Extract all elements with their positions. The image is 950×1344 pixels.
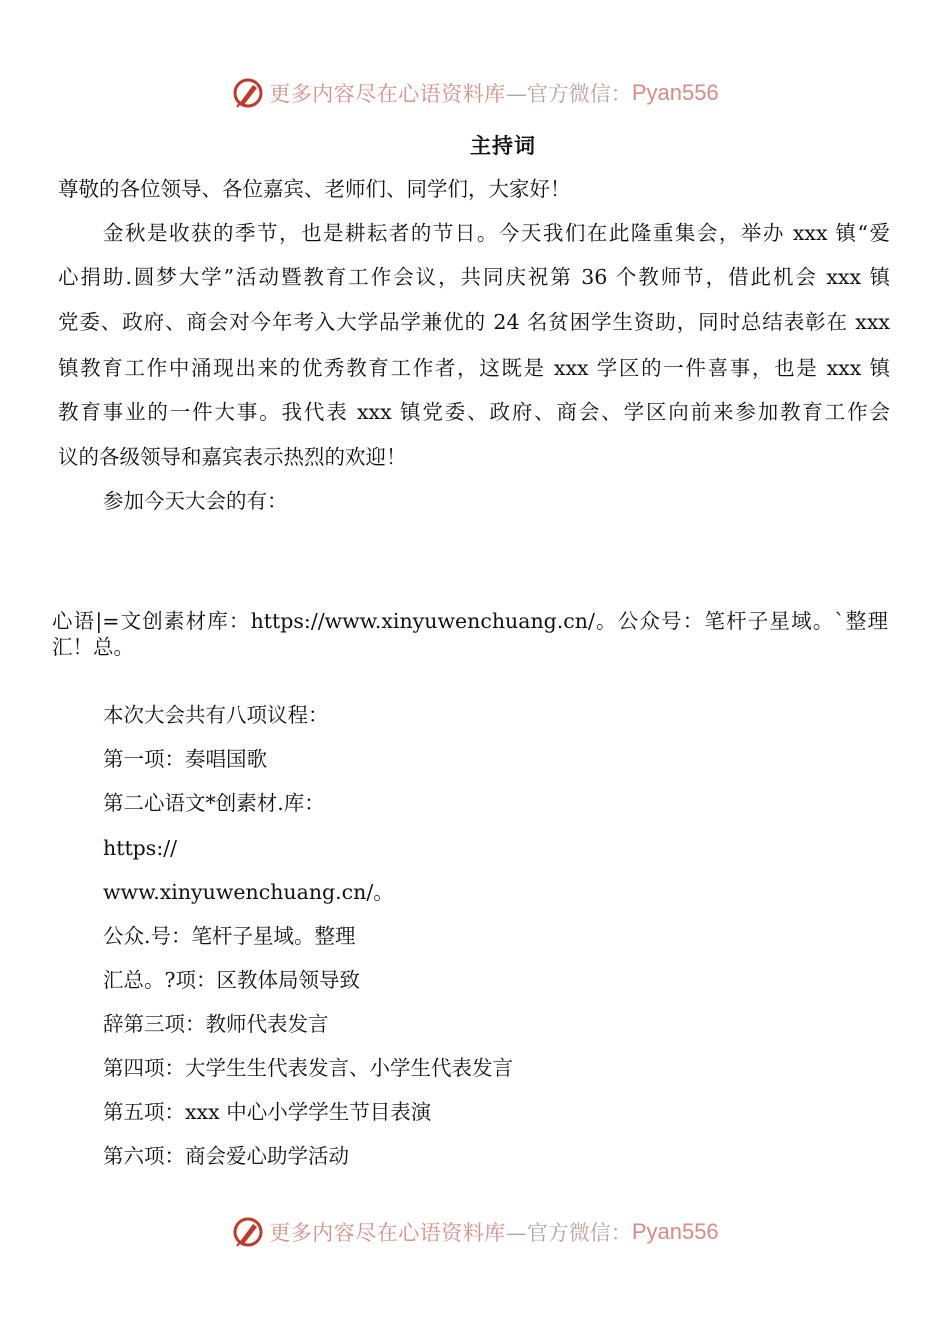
banner-wechat-id: Pyan556	[631, 80, 719, 105]
agenda-item-1: 第一项：奏唱国歌	[103, 747, 267, 771]
intro-line-6: 议的各级领导和嘉宾表示热烈的欢迎！	[58, 445, 407, 469]
agenda-item-5: 第五项：xxx 中心小学学生节目表演	[103, 1100, 432, 1124]
watermark-line-2: 汇！总。	[52, 635, 134, 659]
banner-text: 更多内容尽在心语资料库	[269, 1221, 506, 1245]
intro-line-2: 心捐助.圆梦大学”活动暨教育工作会议，共同庆祝第 36 个教师节，借此机会 xxx 镇	[58, 265, 890, 289]
quill-logo-icon	[231, 1215, 265, 1249]
attendees-label: 参加今天大会的有：	[103, 489, 288, 513]
banner-sub: —官方微信：	[505, 1221, 632, 1245]
intro-line-5: 教育事业的一件大事。我代表 xxx 镇党委、政府、商会、学区向前来参加教育工作会	[58, 400, 890, 424]
page-title: 主持词	[470, 134, 536, 158]
agenda-url-2: www.xinyuwenchuang.cn/。	[103, 880, 394, 904]
intro-line-1: 金秋是收获的季节，也是耕耘者的节日。今天我们在此隆重集会，举办 xxx 镇“爱	[103, 221, 890, 245]
agenda-item-2: 第二心语文*创素材.库：	[103, 791, 325, 815]
footer-banner	[0, 1212, 950, 1252]
intro-line-4: 镇教育工作中涌现出来的优秀教育工作者，这既是 xxx 学区的一件喜事，也是 xxx 镇	[58, 356, 890, 380]
agenda-intro: 本次大会共有八项议程：	[103, 703, 329, 727]
banner-text: 更多内容尽在心语资料库	[269, 82, 506, 106]
agenda-item-summary: 汇总。?项：区教体局领导致	[103, 968, 360, 992]
quill-logo-icon	[231, 76, 265, 110]
banner-wechat-id: Pyan556	[631, 1219, 719, 1244]
agenda-item-4: 第四项：大学生生代表发言、小学生代表发言	[103, 1056, 513, 1080]
header-banner	[0, 73, 950, 113]
intro-line-3: 党委、政府、商会对今年考入大学品学兼优的 24 名贫困学生资助，同时总结表彰在 xxx	[58, 310, 890, 334]
banner-sub: —官方微信：	[505, 82, 632, 106]
agenda-item-6: 第六项：商会爱心助学活动	[103, 1144, 349, 1168]
agenda-public-account: 公众.号：笔杆子星域。整理	[103, 924, 356, 948]
watermark-line-1: 心语|=文创素材库：https://www.xinyuwenchuang.cn/。公众号：笔杆子星域。`整理	[52, 609, 888, 633]
agenda-url-1: https://	[103, 836, 178, 860]
agenda-item-3: 辞第三项：教师代表发言	[103, 1012, 329, 1036]
greeting: 尊敬的各位领导、各位嘉宾、老师们、同学们，大家好！	[58, 177, 571, 201]
